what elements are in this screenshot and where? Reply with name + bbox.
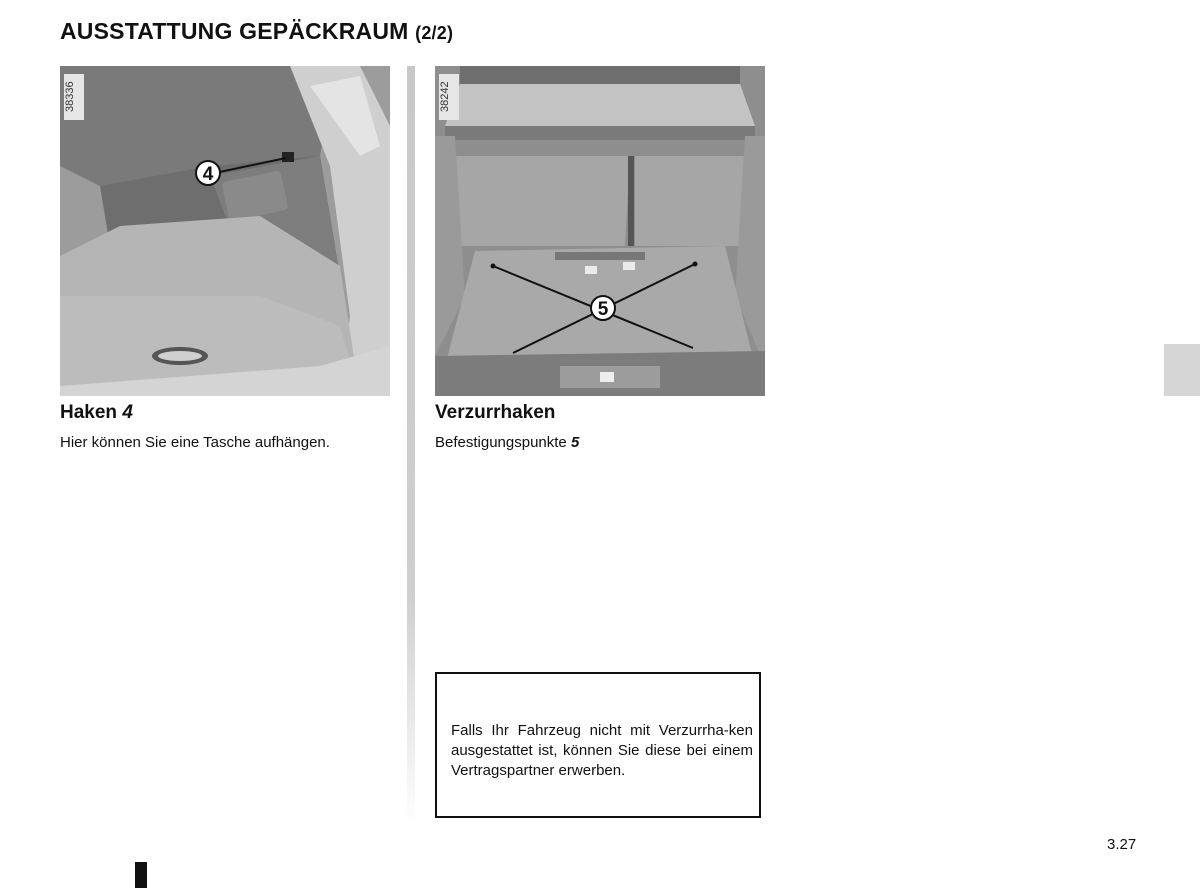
trunk-lashing-illustration <box>435 66 765 396</box>
callout-5: 5 <box>597 299 609 320</box>
page-title-suffix: (2/2) <box>415 23 454 43</box>
notice-box <box>435 672 761 818</box>
callout-4: 4 <box>202 164 214 185</box>
trunk-lashing-photo <box>435 66 765 396</box>
page-edge-mark <box>135 862 147 888</box>
page-title-main: AUSSTATTUNG GEPÄCKRAUM <box>60 18 409 44</box>
notice-text: Falls Ihr Fahrzeug nicht mit Verzurrha-ken ausgestattet ist, können Sie diese bei einem Vertragspartner erwerben. <box>451 722 753 779</box>
image-reference-number: 38242 <box>439 74 459 120</box>
heading-hook-text: Haken <box>60 402 118 423</box>
lashing-description-number: 5 <box>570 434 580 451</box>
image-reference-number: 38336 <box>64 74 84 120</box>
section-heading-hook <box>60 402 133 424</box>
lashing-description-text: Befestigungspunkte <box>435 434 567 451</box>
section-heading-lashing-hooks: Verzurrhaken <box>435 402 556 423</box>
page-number: 3.27 <box>1107 836 1137 853</box>
column-divider <box>407 66 415 826</box>
chapter-thumb-tab <box>1164 344 1200 396</box>
lashing-description <box>435 434 579 451</box>
trunk-hook-photo <box>60 66 390 396</box>
hook-description: Hier können Sie eine Tasche aufhängen. <box>60 434 330 451</box>
heading-hook-number: 4 <box>122 402 133 423</box>
trunk-hook-illustration <box>60 66 390 396</box>
page-title <box>60 18 453 45</box>
